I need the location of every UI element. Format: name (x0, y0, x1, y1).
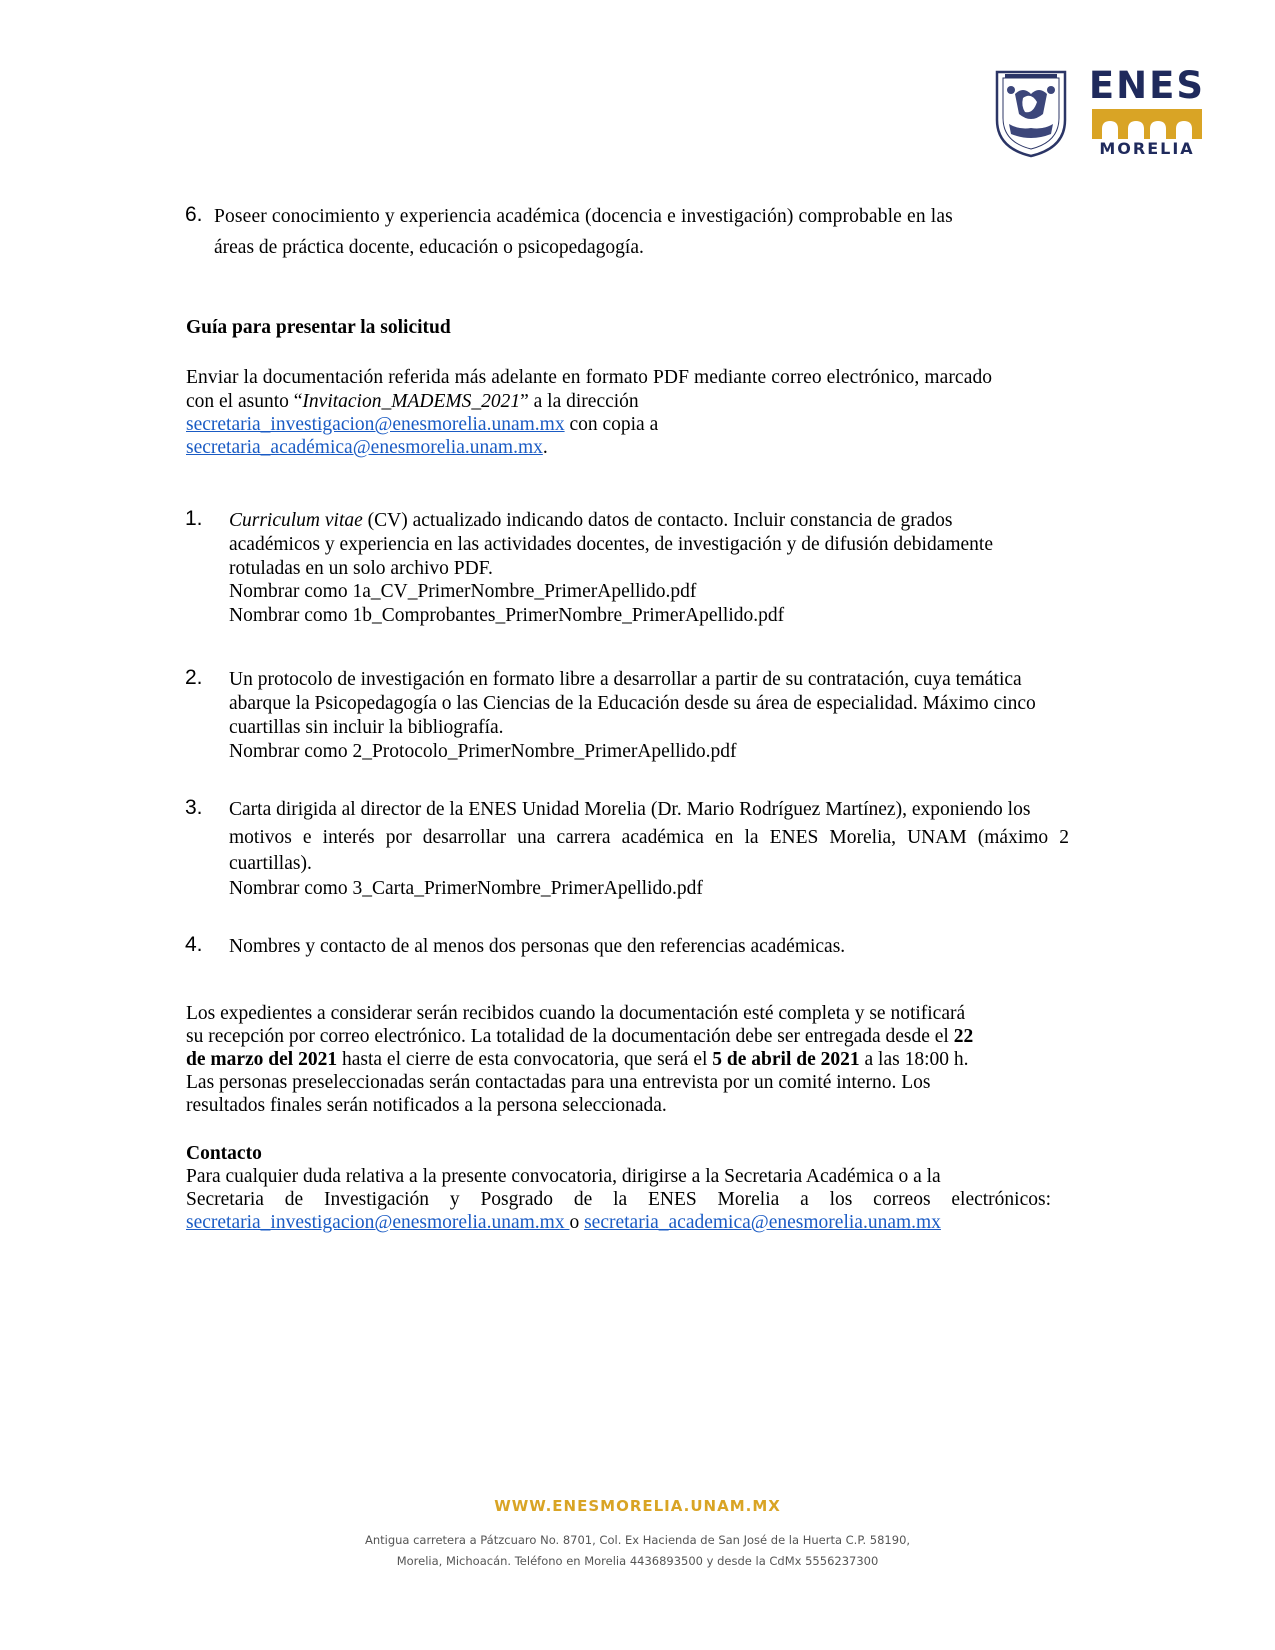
footer-address-line-2: Morelia, Michoacán. Teléfono en Morelia 4436893500 y desde la CdMx 5556237300 (396, 1554, 879, 1568)
closing-line-5: resultados finales serán notificados a la persona seleccionada. (186, 1095, 667, 1116)
start-day: 22 (953, 1026, 974, 1047)
guide-heading: Guía para presentar la solicitud (186, 317, 451, 338)
contact-line-1: Para cualquier duda relativa a la presente convocatoria, dirigirse a la Secretaria Académica o a la (186, 1166, 941, 1187)
arches-icon (1092, 109, 1202, 139)
closing-line-2-text: su recepción por correo electrónico. La totalidad de la documentación debe ser entregada desde el (186, 1026, 954, 1047)
end-date: 5 de abril de 2021 (712, 1049, 860, 1070)
closing-line-2 (186, 1025, 973, 1049)
list-number-3: 3. (185, 796, 203, 819)
or-text: o (569, 1212, 585, 1233)
contact-line-2: Secretaria de Investigación y Posgrado de la ENES Morelia a los correos electrónicos: (186, 1189, 1051, 1210)
item-1-line-1 (229, 509, 952, 533)
item-3-line-2: motivos e interés por desarrollar una carrera académica en la ENES Morelia, UNAM (máximo 2 (229, 827, 1069, 848)
list-number-4: 4. (185, 933, 203, 956)
list-number-6: 6. (185, 203, 203, 226)
guide-intro-line-1: Enviar la documentación referida más adelante en formato PDF mediante correo electrónico, marcado (186, 367, 993, 388)
item-2-line-4: Nombrar como 2_Protocolo_PrimerNombre_PrimerApellido.pdf (229, 741, 737, 762)
guide-intro-prefix: con el asunto “ (186, 391, 303, 412)
closing-line-4: Las personas preseleccionadas serán contactadas para una entrevista por un comité interno. Los (186, 1072, 931, 1093)
cv-italic: Curriculum vitae (229, 510, 363, 531)
closing-line-3 (186, 1048, 969, 1072)
list-number-1: 1. (185, 507, 203, 530)
list-number-2: 2. (185, 666, 203, 689)
closing-time: a las 18:00 h. (859, 1049, 969, 1070)
item-6-line-2: áreas de práctica docente, educación o psicopedagogía. (214, 237, 644, 258)
closing-line-3-text: hasta el cierre de esta convocatoria, que será el (337, 1049, 713, 1070)
item-1-line-2: académicos y experiencia en las actividades docentes, de investigación y de difusión debidamente (229, 534, 994, 555)
item-3-line-4: Nombrar como 3_Carta_PrimerNombre_PrimerApellido.pdf (229, 878, 703, 899)
item-1-line-3: rotuladas en un solo archivo PDF. (229, 558, 493, 579)
period: . (542, 437, 548, 458)
item-1-line-5: Nombrar como 1b_Comprobantes_PrimerNombre_PrimerApellido.pdf (229, 605, 785, 626)
investigacion-email-link[interactable]: secretaria_investigacion@enesmorelia.unam.mx (186, 414, 565, 435)
contact-academica-email-link[interactable]: secretaria_academica@enesmorelia.unam.mx (584, 1212, 941, 1233)
item-4-line-1: Nombres y contacto de al menos dos personas que den referencias académicas. (229, 936, 846, 957)
contact-heading: Contacto (186, 1143, 262, 1164)
item-2-line-2: abarque la Psicopedagogía o las Ciencias de la Educación desde su área de especialidad. Máximo cinco (229, 693, 1036, 714)
item-3-line-1: Carta dirigida al director de la ENES Unidad Morelia (Dr. Mario Rodríguez Martínez), exponiendo los (229, 799, 1031, 820)
guide-intro-suffix: ” a la dirección (520, 391, 639, 412)
footer-address-line-1: Antigua carretera a Pátzcuaro No. 8701, Col. Ex Hacienda de San José de la Huerta C.P. 58190, (364, 1533, 911, 1547)
item-2-line-1: Un protocolo de investigación en formato libre a desarrollar a partir de su contratación, cuya temática (229, 669, 1022, 690)
footer-website: WWW.ENESMORELIA.UNAM.MX (494, 1497, 781, 1515)
enes-morelia-logo (1087, 66, 1207, 158)
contact-line-3 (186, 1211, 941, 1235)
guide-intro-line-3 (186, 413, 658, 437)
item-3-line-3: cuartillas). (229, 853, 312, 874)
guide-intro-line-2 (186, 390, 639, 414)
item-1-line-1-rest: (CV) actualizado indicando datos de contacto. Incluir constancia de grados (362, 510, 953, 531)
copy-text: con copia a (564, 414, 659, 435)
contact-investigacion-email-link[interactable]: secretaria_investigacion@enesmorelia.unam.mx (186, 1212, 570, 1233)
email-subject: Invitacion_MADEMS_2021 (302, 391, 521, 412)
enes-logo-city: MORELIA (1099, 139, 1195, 158)
guide-intro-line-4 (186, 436, 548, 460)
academica-email-link[interactable]: secretaria_académica@enesmorelia.unam.mx (186, 437, 543, 458)
enes-logo-word: ENES (1088, 64, 1206, 107)
closing-line-1: Los expedientes a considerar serán recibidos cuando la documentación esté completa y se notificará (186, 1003, 966, 1024)
unam-seal-logo (993, 68, 1069, 158)
item-1-line-4: Nombrar como 1a_CV_PrimerNombre_PrimerApellido.pdf (229, 581, 697, 602)
start-date: de marzo del 2021 (186, 1049, 338, 1070)
item-6-line-1: Poseer conocimiento y experiencia académica (docencia e investigación) comprobable en las (214, 206, 953, 227)
item-2-line-3: cuartillas sin incluir la bibliografía. (229, 717, 504, 738)
